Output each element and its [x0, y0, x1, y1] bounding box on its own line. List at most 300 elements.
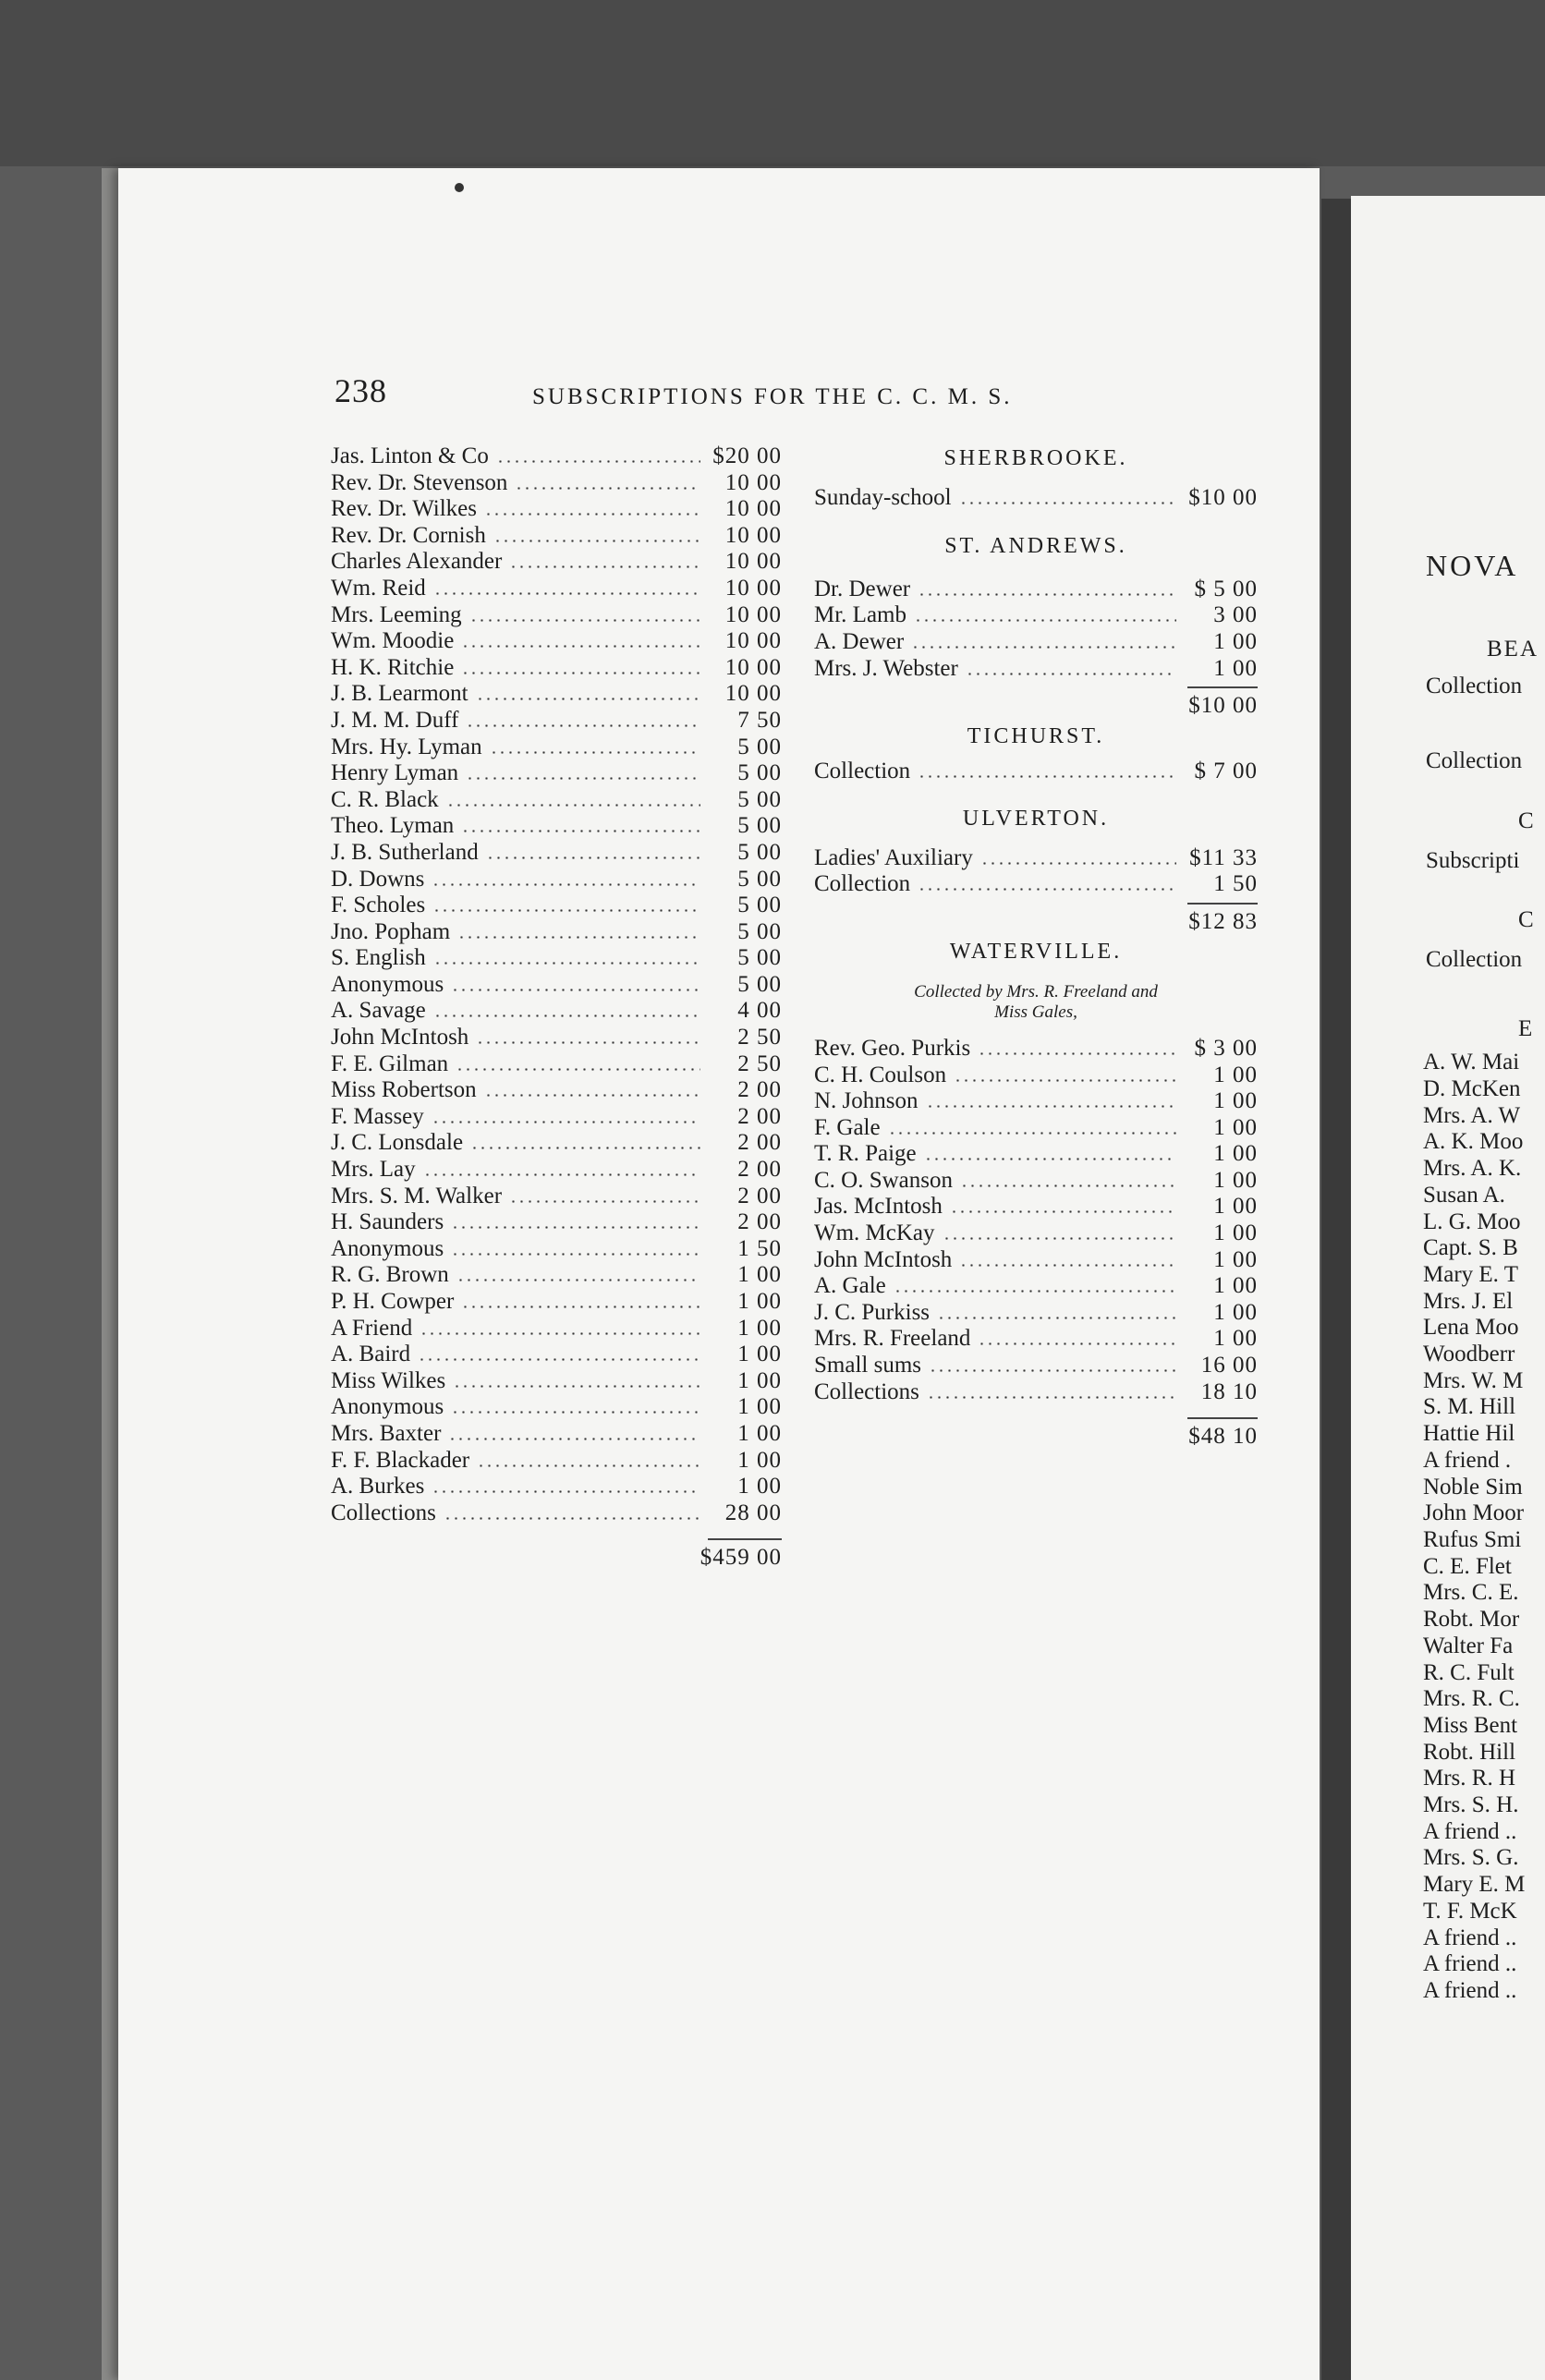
entry-amount: $10 00: [1188, 484, 1258, 510]
entry-name: A. Savage: [331, 998, 426, 1024]
list-item: [331, 1077, 782, 1104]
entry-amount: 10 00: [724, 469, 782, 495]
list-item: A friend ..: [1423, 1977, 1517, 2003]
list-item: Mrs. R. C.: [1423, 1686, 1520, 1712]
dot-leader: [456, 1068, 700, 1071]
entry-amount: 10 00: [724, 575, 782, 601]
list-item: Robt. Mor: [1423, 1607, 1520, 1633]
entry-name: D. Downs: [331, 866, 425, 892]
entry-name: S. English: [331, 945, 426, 971]
dot-leader: [490, 751, 700, 754]
dot-leader: [444, 1517, 700, 1520]
list-item: [331, 840, 782, 867]
dot-leader: [959, 502, 1176, 504]
collector-note: Collected by Mrs. R. Freeland and: [914, 981, 1158, 1002]
dot-leader: [966, 673, 1176, 675]
entry-name: J. C. Purkiss: [814, 1299, 931, 1325]
left-subscription-list: [331, 443, 782, 1572]
dot-leader: [451, 989, 700, 991]
entry-name: Jas. Linton & Co: [331, 443, 489, 468]
entry-amount: 10 00: [724, 522, 782, 548]
list-item: [331, 867, 782, 893]
dot-leader: [978, 1052, 1176, 1055]
list-item: [331, 708, 782, 735]
entry-amount: $ 5 00: [1194, 576, 1258, 601]
list-item: [814, 1194, 1258, 1220]
entry-name: Charles Alexander: [331, 549, 503, 575]
dot-leader: [456, 1279, 700, 1281]
dot-leader: [496, 460, 700, 463]
dot-leader: [420, 1332, 700, 1335]
list-item: Subscripti: [1426, 847, 1520, 873]
total-row: [814, 693, 1258, 720]
list-item: [331, 470, 782, 497]
total-amount: $10 00: [1188, 693, 1258, 719]
entry-name: Mrs. Leeming: [331, 601, 462, 627]
dot-leader: [960, 1184, 1176, 1187]
dot-leader: [959, 1264, 1176, 1267]
list-item: [814, 602, 1258, 629]
list-item: R. C. Fult: [1423, 1659, 1515, 1685]
entry-amount: 1 00: [1213, 655, 1258, 681]
entry-amount: 1 00: [1213, 1299, 1258, 1325]
list-item: [331, 787, 782, 814]
entry-name: Collections: [814, 1378, 919, 1404]
entry-name: J. B. Sutherland: [331, 839, 479, 865]
entry-name: Dr. Dewer: [814, 576, 911, 601]
entry-amount: 2 00: [737, 1077, 782, 1103]
list-item: [814, 1353, 1258, 1379]
collector-note: Miss Gales,: [994, 1002, 1077, 1022]
entry-name: Small sums: [814, 1353, 921, 1378]
section-heading-nova: NOVA: [1426, 549, 1519, 582]
dot-leader: [484, 1094, 700, 1097]
dot-leader: [924, 1158, 1176, 1160]
dot-leader: [918, 775, 1176, 778]
list-item: [814, 1379, 1258, 1406]
list-item: Lena Moo: [1423, 1315, 1519, 1341]
list-item: Mrs. S. G.: [1423, 1845, 1519, 1871]
list-item: [331, 1342, 782, 1368]
dot-leader: [918, 593, 1176, 596]
list-item: Mrs. S. H.: [1423, 1792, 1519, 1818]
entry-amount: 7 50: [737, 707, 782, 733]
list-item: [331, 760, 782, 787]
entry-name: H. Saunders: [331, 1209, 444, 1235]
list-item: [331, 1025, 782, 1051]
entry-name: Jno. Popham: [331, 918, 451, 944]
dot-leader: [515, 487, 700, 490]
list-item: Mrs. A. K.: [1423, 1156, 1522, 1182]
entry-name: A. Baird: [331, 1342, 411, 1367]
section-heading-waterville: WATERVILLE.: [949, 940, 1123, 965]
list-item: T. F. McK: [1423, 1898, 1517, 1924]
dot-leader: [980, 862, 1176, 865]
list-item: Collection: [1426, 748, 1523, 774]
dot-leader: [477, 1464, 700, 1467]
dot-leader: [943, 1237, 1176, 1240]
entry-name: Miss Wilkes: [331, 1367, 446, 1393]
list-item: [331, 1421, 782, 1448]
entry-amount: 1 00: [737, 1342, 782, 1367]
entry-name: Sunday-school: [814, 484, 952, 510]
entry-amount: 2 00: [737, 1183, 782, 1208]
ink-dot: [455, 183, 464, 192]
entry-name: C. H. Coulson: [814, 1062, 947, 1087]
dot-leader: [451, 1226, 700, 1229]
right-page-text: [1423, 549, 1545, 2005]
dot-leader: [509, 565, 700, 568]
entry-name: J. M. M. Duff: [331, 707, 459, 733]
entry-name: Mrs. Lay: [331, 1157, 416, 1183]
entry-amount: 1 00: [737, 1447, 782, 1473]
list-item: [331, 523, 782, 550]
entry-amount: $ 3 00: [1194, 1035, 1258, 1061]
entry-amount: 1 00: [1213, 1062, 1258, 1087]
dot-leader: [476, 1041, 700, 1044]
section-heading-st-andrews: ST. ANDREWS.: [944, 534, 1127, 559]
list-item: [814, 759, 1258, 785]
list-item: [814, 871, 1258, 898]
dot-leader: [451, 1411, 700, 1414]
entry-amount: 1 00: [737, 1262, 782, 1288]
dot-leader: [433, 1014, 700, 1017]
entry-name: Anonymous: [331, 971, 444, 997]
dot-leader: [911, 646, 1176, 649]
list-item: [331, 443, 782, 470]
entry-name: T. R. Paige: [814, 1141, 917, 1167]
list-item: [331, 1236, 782, 1263]
entry-amount: 1 00: [737, 1420, 782, 1446]
dot-leader: [914, 619, 1176, 622]
list-item: [814, 1115, 1258, 1142]
entry-name: Theo. Lyman: [331, 813, 455, 839]
section-heading: E: [1518, 1015, 1535, 1041]
entry-name: A. Dewer: [814, 628, 905, 654]
entry-amount: 2 00: [737, 1103, 782, 1129]
dot-leader: [423, 1173, 700, 1176]
dot-leader: [433, 592, 700, 595]
total-amount: $459 00: [700, 1545, 782, 1571]
list-item: [331, 1184, 782, 1210]
dot-leader: [894, 1290, 1176, 1293]
dot-leader: [950, 1210, 1176, 1213]
entry-name: Ladies' Auxiliary: [814, 844, 973, 870]
list-item: [331, 1157, 782, 1184]
list-item: [814, 1273, 1258, 1300]
page-number: 238: [335, 372, 387, 409]
entry-amount: $11 33: [1189, 844, 1258, 870]
list-item: [814, 1088, 1258, 1115]
entry-name: Mrs. Hy. Lyman: [331, 734, 482, 759]
entry-name: Anonymous: [331, 1394, 444, 1420]
list-item: Mrs. W. M: [1423, 1367, 1524, 1393]
dot-leader: [432, 1490, 700, 1493]
total-amount: $12 83: [1188, 908, 1258, 934]
dot-leader: [466, 724, 700, 727]
list-item: [331, 1209, 782, 1236]
entry-amount: 1 00: [737, 1474, 782, 1500]
list-item: [331, 919, 782, 946]
entry-amount: 2 00: [737, 1130, 782, 1156]
entry-amount: 5 00: [737, 918, 782, 944]
list-item: Susan A.: [1423, 1182, 1505, 1208]
entry-amount: 5 00: [737, 892, 782, 918]
list-item: Mrs. R. H: [1423, 1766, 1516, 1791]
list-item: [331, 1130, 782, 1157]
list-item: Robt. Hill: [1423, 1739, 1516, 1765]
list-item: [814, 1141, 1258, 1168]
list-item: L. G. Moo: [1423, 1208, 1521, 1234]
entry-name: P. H. Cowper: [331, 1289, 455, 1314]
dot-leader: [432, 1121, 700, 1123]
entry-name: Jas. McIntosh: [814, 1194, 943, 1220]
entry-amount: 5 00: [737, 786, 782, 812]
list-item: Mary E. M: [1423, 1872, 1526, 1898]
entry-amount: 1 00: [1213, 1326, 1258, 1352]
entry-amount: 4 00: [737, 998, 782, 1024]
list-item: [331, 998, 782, 1025]
dot-leader: [461, 672, 700, 674]
entry-amount: 1 00: [1213, 1114, 1258, 1140]
list-item: [814, 577, 1258, 603]
entry-amount: 5 00: [737, 971, 782, 997]
dot-leader: [461, 645, 700, 648]
entry-amount: 3 00: [1213, 602, 1258, 628]
entry-name: F. F. Blackader: [331, 1447, 470, 1473]
list-item: Mrs. J. El: [1423, 1288, 1514, 1314]
entry-amount: 18 10: [1200, 1378, 1258, 1404]
middle-subscription-list: [814, 445, 1258, 1451]
dot-leader: [927, 1396, 1176, 1399]
list-item: [814, 629, 1258, 656]
list-item: [331, 1474, 782, 1500]
dot-leader: [432, 883, 700, 886]
entry-amount: 1 00: [1213, 1194, 1258, 1220]
entry-name: Wm. Reid: [331, 575, 426, 601]
entry-name: Anonymous: [331, 1235, 444, 1261]
list-item: [814, 1247, 1258, 1274]
entry-name: F. Gale: [814, 1114, 881, 1140]
dot-leader: [509, 1200, 700, 1203]
entry-amount: 10 00: [724, 628, 782, 654]
book-gutter: [1321, 199, 1353, 2380]
entry-name: Mrs. Baxter: [331, 1420, 442, 1446]
entry-amount: 10 00: [724, 654, 782, 680]
entry-amount: 2 50: [737, 1025, 782, 1050]
total-row: [814, 909, 1258, 936]
list-item: Mrs. A. W: [1423, 1102, 1521, 1128]
entry-name: Mrs. J. Webster: [814, 655, 958, 681]
entry-name: Rev. Dr. Wilkes: [331, 496, 478, 522]
entry-name: A Friend: [331, 1315, 413, 1341]
list-item: [331, 602, 782, 629]
entry-amount: 10 00: [724, 496, 782, 522]
entry-name: A. Burkes: [331, 1474, 425, 1500]
list-item: S. M. Hill: [1423, 1394, 1516, 1420]
entry-amount: 1 00: [1213, 1167, 1258, 1193]
dot-leader: [453, 1385, 700, 1388]
list-item: [814, 1168, 1258, 1195]
entry-name: Mrs. S. M. Walker: [331, 1183, 503, 1208]
entry-amount: 5 00: [737, 866, 782, 892]
entry-amount: 16 00: [1200, 1353, 1258, 1378]
entry-amount: 5 00: [737, 760, 782, 786]
total-row: [814, 1424, 1258, 1451]
page-title: SUBSCRIPTIONS FOR THE C. C. M. S.: [532, 384, 1013, 409]
entry-name: Collection: [814, 871, 911, 897]
entry-name: Rev. Dr. Cornish: [331, 522, 486, 548]
list-item: [331, 1316, 782, 1342]
dot-leader: [937, 1317, 1176, 1319]
entry-amount: 1 00: [737, 1289, 782, 1314]
entry-amount: 2 50: [737, 1050, 782, 1076]
entry-name: John McIntosh: [331, 1025, 469, 1050]
list-item: [331, 628, 782, 655]
list-item: D. McKen: [1423, 1076, 1521, 1102]
entry-name: F. Massey: [331, 1103, 424, 1129]
list-item: [331, 681, 782, 708]
dot-leader: [448, 1438, 700, 1440]
list-item: Noble Sim: [1423, 1474, 1523, 1500]
list-item: A. K. Moo: [1423, 1129, 1524, 1155]
list-item: [814, 1062, 1258, 1089]
list-item: [331, 576, 782, 602]
entry-name: C. R. Black: [331, 786, 439, 812]
list-item: [331, 1500, 782, 1527]
dot-leader: [926, 1105, 1176, 1108]
entry-name: N. Johnson: [814, 1088, 918, 1114]
total-rule: [1187, 686, 1258, 688]
dot-leader: [484, 513, 700, 516]
list-item: John Moor: [1423, 1500, 1525, 1526]
entry-amount: 10 00: [724, 681, 782, 707]
entry-amount: 2 00: [737, 1157, 782, 1183]
entry-amount: 5 00: [737, 839, 782, 865]
list-item: A friend ..: [1423, 1818, 1517, 1844]
section-heading-tichurst: TICHURST.: [967, 723, 1105, 748]
list-item: [331, 813, 782, 840]
list-item: [331, 1104, 782, 1131]
dot-leader: [466, 777, 700, 780]
entry-amount: 1 00: [737, 1394, 782, 1420]
dot-leader: [888, 1132, 1176, 1135]
list-item: [331, 1368, 782, 1395]
entry-amount: 5 00: [737, 734, 782, 759]
entry-amount: 1 00: [737, 1315, 782, 1341]
entry-name: J. C. Lonsdale: [331, 1130, 464, 1156]
dot-leader: [432, 909, 700, 912]
list-item: [814, 1326, 1258, 1353]
total-rule: [1187, 1417, 1258, 1419]
total-row: [331, 1545, 782, 1572]
list-item: [331, 1394, 782, 1421]
list-item: [331, 945, 782, 972]
list-item: [814, 1036, 1258, 1062]
entry-amount: 1 00: [737, 1367, 782, 1393]
list-item: [331, 1448, 782, 1475]
entry-amount: 28 00: [724, 1500, 782, 1525]
list-item: A. W. Mai: [1423, 1050, 1520, 1075]
entry-name: Henry Lyman: [331, 760, 459, 786]
dot-leader: [461, 830, 700, 832]
dot-leader: [461, 1305, 700, 1308]
list-item: Capt. S. B: [1423, 1235, 1518, 1261]
list-item: Mary E. T: [1423, 1261, 1518, 1287]
entry-amount: 1 00: [1213, 628, 1258, 654]
list-item: Collection: [1426, 946, 1523, 972]
list-item: [331, 549, 782, 576]
entry-name: Wm. McKay: [814, 1220, 935, 1246]
list-item: A friend ..: [1423, 1925, 1517, 1950]
list-item: Collection: [1426, 674, 1523, 699]
entry-name: R. G. Brown: [331, 1262, 449, 1288]
total-amount: $48 10: [1188, 1424, 1258, 1450]
dot-leader: [433, 962, 700, 965]
list-item: [331, 655, 782, 682]
list-item: [331, 496, 782, 523]
entry-name: F. E. Gilman: [331, 1050, 449, 1076]
dot-leader: [493, 540, 700, 542]
scan-background: [0, 0, 1545, 166]
entry-amount: 1 50: [737, 1235, 782, 1261]
entry-name: Collection: [814, 759, 911, 784]
entry-amount: 1 00: [1213, 1246, 1258, 1272]
list-item: [814, 1220, 1258, 1247]
entry-amount: 1 00: [1213, 1273, 1258, 1299]
list-item: A friend ..: [1423, 1951, 1517, 1977]
entry-name: C. O. Swanson: [814, 1167, 954, 1193]
section-heading-ulverton: ULVERTON.: [962, 806, 1110, 831]
dot-leader: [451, 1253, 700, 1256]
entry-amount: 10 00: [724, 549, 782, 575]
entry-amount: 1 00: [1213, 1220, 1258, 1246]
entry-name: John McIntosh: [814, 1246, 953, 1272]
dot-leader: [918, 888, 1176, 891]
list-item: A friend .: [1423, 1447, 1512, 1473]
dot-leader: [418, 1358, 700, 1361]
list-item: [331, 892, 782, 919]
dot-leader: [954, 1079, 1176, 1082]
entry-amount: 5 00: [737, 945, 782, 971]
entry-amount: 1 00: [1213, 1088, 1258, 1114]
list-item: Walter Fa: [1423, 1633, 1514, 1658]
section-heading: C: [1518, 808, 1536, 833]
total-rule: [708, 1538, 782, 1540]
list-item: [331, 1051, 782, 1078]
entry-name: Collections: [331, 1500, 436, 1525]
list-item: [331, 1262, 782, 1289]
entry-name: Wm. Moodie: [331, 628, 455, 654]
entry-name: H. K. Ritchie: [331, 654, 455, 680]
dot-leader: [978, 1342, 1176, 1345]
list-item: [331, 1289, 782, 1316]
entry-name: Mrs. R. Freeland: [814, 1326, 971, 1352]
list-item: [331, 972, 782, 999]
list-item: Miss Bent: [1423, 1712, 1518, 1738]
entry-name: A. Gale: [814, 1273, 886, 1299]
list-item: Mrs. C. E.: [1423, 1580, 1519, 1606]
dot-leader: [470, 1147, 700, 1149]
list-item: C. E. Flet: [1423, 1553, 1512, 1579]
entry-name: F. Scholes: [331, 892, 426, 918]
list-item: Hattie Hil: [1423, 1421, 1515, 1447]
list-item: [814, 845, 1258, 872]
section-heading: C: [1518, 907, 1536, 933]
entry-name: J. B. Learmont: [331, 681, 468, 707]
dot-leader: [469, 619, 700, 622]
entry-name: Rev. Geo. Purkis: [814, 1035, 971, 1061]
